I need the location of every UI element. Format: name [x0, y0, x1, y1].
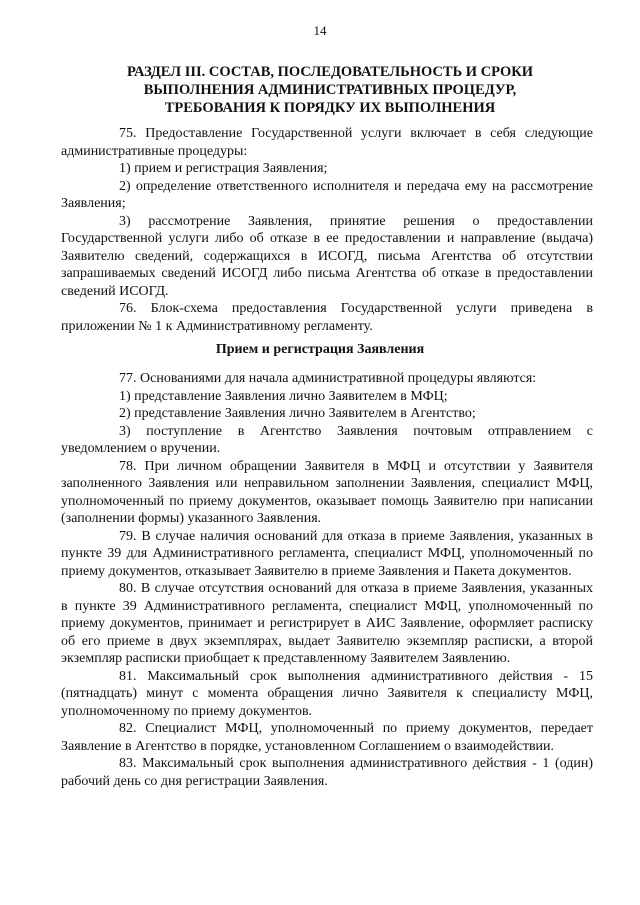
paragraph-81: 81. Максимальный срок выполнения административного действия - 15 (пятнадцать) минут с момента обращения лично Заявителя к специалисту МФЦ, уполномоченному по приему документов. — [61, 668, 593, 719]
section-title-line: РАЗДЕЛ III. СОСТАВ, ПОСЛЕДОВАТЕЛЬНОСТЬ И СРОКИ — [126, 64, 534, 80]
paragraph-80: 80. В случае отсутствия оснований для отказа в приеме Заявления, указанных в пункте 39 Административного регламента, специалист МФЦ, уполномоченный по приему документов, принимает и регистрирует в АИС Заявление, оформляет расписку об его приеме в двух экземплярах, выдает Заявителю экземпляр расписки, а второй экземпляр расписки приобщает к представленному Заявителем Заявлению. — [61, 581, 593, 666]
paragraph-79: 79. В случае наличия оснований для отказа в приеме Заявления, указанных в пункте 39 для Административного регламента, специалист МФЦ, уполномоченный по приему документов, отказывает Заявителю в приеме Заявления и Пакета документов. — [61, 528, 593, 579]
procedures-list — [61, 125, 593, 335]
paragraph-75: 75. Предоставление Государственной услуги включает в себя следующие административные процедуры: — [61, 126, 593, 159]
procedure-item-3: 3) рассмотрение Заявления, принятие решения о предоставлении Государственной услуги либо об отказе в ее предоставлении и направление (выдача) Заявителю сведений, содержащихся в ИСОГД, письма Агентства об отсутствии запрашиваемых сведений ИСОГД либо письма Агентства об отказе в предоставлении сведений ИСОГД. — [61, 213, 593, 299]
page-number: 14 — [313, 23, 327, 38]
section-title — [90, 63, 570, 117]
paragraph-82: 82. Специалист МФЦ, уполномоченный по приему документов, передает Заявление в Агентство в порядке, установленном Соглашением о взаимодействии. — [61, 721, 593, 754]
grounds-item-3: 3) поступление в Агентство Заявления почтовым отправлением с уведомлением о вручении. — [61, 423, 593, 456]
procedure-item-2: 2) определение ответственного исполнителя и передача ему на рассмотрение Заявления; — [61, 178, 593, 211]
paragraph-76: 76. Блок-схема предоставления Государственной услуги приведена в приложении № 1 к Административному регламенту. — [61, 301, 593, 334]
grounds-item-1: 1) представление Заявления лично Заявителем в МФЦ; — [119, 388, 448, 404]
reception-section — [61, 370, 593, 790]
paragraph-78: 78. При личном обращении Заявителя в МФЦ и отсутствии у Заявителя заполненного Заявления или неправильном заполнении Заявления, специалист МФЦ, уполномоченный по приему документов, оказывает помощь Заявителю при написании (заполнении формы) указанного Заявления. — [61, 458, 593, 526]
section-title-line: ТРЕБОВАНИЯ К ПОРЯДКУ ИХ ВЫПОЛНЕНИЯ — [164, 100, 496, 116]
paragraph-77: 77. Основаниями для начала административной процедуры являются: — [119, 371, 537, 386]
section-title-line: ВЫПОЛНЕНИЯ АДМИНИСТРАТИВНЫХ ПРОЦЕДУР, — [143, 82, 517, 98]
grounds-item-2: 2) представление Заявления лично Заявителем в Агентство; — [119, 406, 476, 421]
subheading: Прием и регистрация Заявления — [215, 342, 425, 357]
procedure-item-1: 1) прием и регистрация Заявления; — [119, 161, 328, 176]
paragraph-83: 83. Максимальный срок выполнения административного действия - 1 (один) рабочий день со дня регистрации Заявления. — [61, 756, 593, 789]
